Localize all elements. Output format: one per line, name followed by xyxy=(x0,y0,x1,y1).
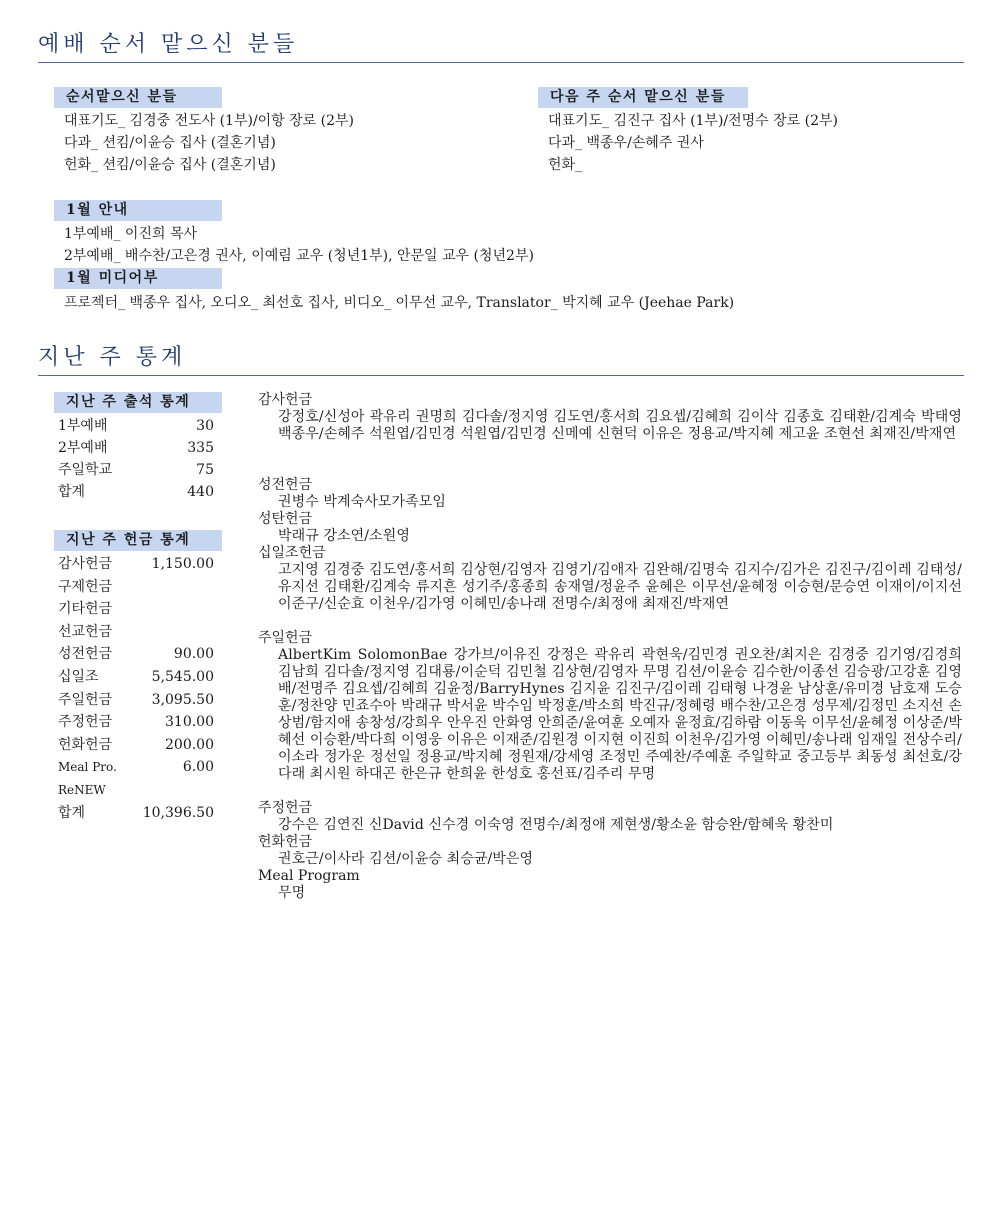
stat-value: 440 xyxy=(187,484,214,500)
media-line: 프로젝터_ 백종우 집사, 오디오_ 최선호 집사, 비디오_ 이무선 교우, Translator_ 박지혜 교우 (Jeehae Park) xyxy=(64,295,735,311)
stat-label: 십일조 xyxy=(58,669,99,685)
stat-label: 2부예배 xyxy=(58,440,108,456)
stat-label: 구제헌금 xyxy=(58,578,113,595)
stat-label: 주일헌금 xyxy=(58,691,113,708)
this-week-line-prayer: 대표기도_ 김경중 전도사 (1부)/이항 장로 (2부) xyxy=(64,113,355,129)
this-week-line-flower: 헌화_ 션킴/이윤승 집사 (결혼기념) xyxy=(64,157,276,173)
stat-value: 6.00 xyxy=(182,759,214,776)
january-line-service1: 1부예배_ 이진희 목사 xyxy=(64,226,197,242)
donor-category: 십일조헌금 xyxy=(258,545,326,561)
header-offering-stats: 지난 주 헌금 통계 xyxy=(54,530,222,551)
stat-label: 합계 xyxy=(58,804,86,821)
stat-value: 90.00 xyxy=(173,646,214,663)
header-next-week-roles: 다음 주 순서 맡으신 분들 xyxy=(538,87,748,108)
donor-names: AlbertKim SolomonBae 강가브/이유진 강정은 곽유리 곽현욱/김민경 권오찬/최지은 김경중 김기영/김경희 김남희 김다솔/정지영 김대룡/이순덕 김민철 김상현/김영자 무명 김션/이윤승 김수한/이종선 김승광/고강훈 김영배/전명주 김요셉/김혜희 김윤정/BarryHynes 김지윤 김진구/김이레 김태형 나경윤 남상훈/유미경 남호재 도승훈/정찬양 민죠수아 박래규 박서윤 박수임 박정훈/박소희 박진규/정혜령 배수찬/고은경 성무제/김정민 소지선 손상범/함지애 송창성/강희우 안우진 안화영 안희준/윤여훈 오예자 윤정효/김하람 이동욱 이무선/윤혜정 이상준/박혜선 이승환/박다희 이영웅 이유은 이재준/김원경 이지현 이진희 이천우/김가영 이혜민/송나래 임재일 전상수리/이소라 정가운 정선일 정용교/박지혜 정원재/강세영 조정민 주예찬/주예훈 주일학교 중고등부 최동성 최선호/강다래 최시원 하대곤 한은규 한희윤 한성호 홍선표/김주리 무명 xyxy=(278,647,962,782)
header-january-info: 1월 안내 xyxy=(54,200,222,221)
donor-category: 성탄헌금 xyxy=(258,511,313,527)
stat-label: 1부예배 xyxy=(58,418,108,434)
stat-label: 기타헌금 xyxy=(58,601,113,618)
donor-names: 무명 xyxy=(278,885,306,901)
stat-label: 주일학교 xyxy=(58,462,113,478)
donor-category: 성전헌금 xyxy=(258,477,313,493)
stat-label: 헌화헌금 xyxy=(58,736,113,753)
stat-value: 75 xyxy=(196,462,214,478)
next-week-line-refreshment: 다과_ 백종우/손혜주 권사 xyxy=(548,135,704,151)
donor-names: 강수은 김연진 신David 신수경 이숙영 전명수/최정애 제현생/황소윤 함승완/함혜욱 황찬미 xyxy=(278,817,834,833)
stat-value: 200.00 xyxy=(165,736,214,753)
donor-category: Meal Program xyxy=(258,868,360,884)
stat-value: 335 xyxy=(187,440,214,456)
donor-names: 고지영 김경중 김도연/홍서희 김상현/김영자 김영기/김애자 김완해/김명숙 김지수/김가은 김진구/김이레 김태성/유지선 김태환/김계숙 류지흔 성기주/홍종희 송재열/정윤주 윤혜은 이무선/윤혜정 이승현/문승연 이재이/이지선 이준구/신순효 이천우/김가영 이혜민/송나래 전명수/최정애 최재진/박재연 xyxy=(278,562,962,612)
stat-label: Meal Pro. xyxy=(58,760,117,775)
this-week-line-refreshment: 다과_ 션킴/이윤승 집사 (결혼기념) xyxy=(64,135,276,151)
donor-category: 주일헌금 xyxy=(258,630,313,646)
stat-label: 감사헌금 xyxy=(58,556,113,572)
stat-value: 10,396.50 xyxy=(142,804,214,821)
header-this-week-roles: 순서맡으신 분들 xyxy=(54,87,222,108)
header-attendance-stats: 지난 주 출석 통계 xyxy=(54,392,222,413)
donor-names: 박래규 강소연/소원영 xyxy=(278,528,410,544)
january-line-service2: 2부예배_ 배수찬/고은경 권사, 이예림 교우 (청년1부), 안문일 교우 (청년2부) xyxy=(64,248,534,264)
section-title-worship-roles: 예배 순서 맡으신 분들 xyxy=(38,30,964,63)
stat-label: 주정헌금 xyxy=(58,714,113,731)
stat-value: 1,150.00 xyxy=(151,556,214,572)
donor-category: 헌화헌금 xyxy=(258,834,313,850)
stat-value: 30 xyxy=(196,418,214,434)
donor-names: 권병수 박계숙사모가족모임 xyxy=(278,494,447,510)
stat-label: 선교헌금 xyxy=(58,623,113,640)
section-title-last-week-stats: 지난 주 통계 xyxy=(38,343,964,376)
donor-names: 강정호/신성아 곽유리 권명희 김다솔/정지영 김도연/홍서희 김요셉/김혜희 김이삭 김종호 김태환/김계숙 박태영 백종우/손혜주 석원엽/김민경 석원엽/김민경 신메예 신현덕 이유은 정용교/박지혜 제고윤 조현선 최재진/박재연 xyxy=(278,409,962,442)
stat-value: 310.00 xyxy=(165,714,214,731)
stat-value: 5,545.00 xyxy=(151,669,214,685)
header-january-media: 1월 미디어부 xyxy=(54,268,222,289)
stat-label: ReNEW xyxy=(58,783,106,797)
stat-value: 3,095.50 xyxy=(151,691,214,708)
next-week-line-flower: 헌화_ xyxy=(548,157,583,173)
stat-label: 합계 xyxy=(58,484,86,500)
donor-category: 주정헌금 xyxy=(258,800,313,816)
next-week-line-prayer: 대표기도_ 김진구 집사 (1부)/전명수 장로 (2부) xyxy=(548,113,839,129)
donor-names: 권호근/이사라 김션/이윤승 최승균/박은영 xyxy=(278,851,534,867)
donor-category: 감사헌금 xyxy=(258,392,313,408)
stat-label: 성전헌금 xyxy=(58,646,113,663)
